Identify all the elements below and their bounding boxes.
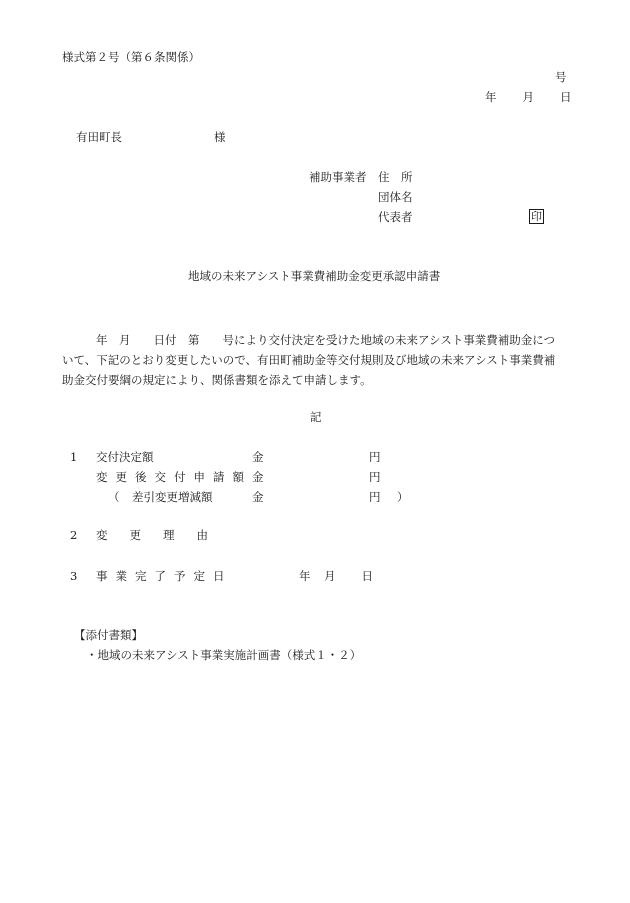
- item2-change-reason-label: 変更理由: [96, 528, 230, 542]
- body-line-2: いて、下記のとおり変更したいので、有田町補助金等交付規則及び地域の未来アシスト事業費補: [62, 353, 556, 367]
- addressee-mayor: 有田町長: [76, 130, 122, 144]
- item1-row3-yen: 円: [369, 490, 381, 504]
- applicant-org-label: 団体名: [378, 190, 413, 204]
- applicant-address-label: 住 所: [378, 170, 413, 184]
- item2-number: 2: [70, 528, 78, 542]
- document-number-suffix: 号: [555, 70, 567, 84]
- body-line-1: 年 月 日付 第 号により交付決定を受けた地域の未来アシスト事業費補助金につ: [96, 333, 555, 347]
- attachments-heading: 【添付書類】: [74, 628, 143, 642]
- item1-difference-label: 差引変更増減額: [132, 490, 213, 504]
- item1-row1-kin: 金: [252, 450, 264, 464]
- seal-mark: [529, 209, 544, 224]
- addressee-honorific: 様: [214, 130, 226, 144]
- body-paragraph: [62, 330, 580, 390]
- item1-row3-close-paren: ）: [397, 490, 409, 504]
- item3-number: 3: [70, 569, 78, 583]
- item3-completion-date: 年 月 日: [299, 569, 374, 583]
- item1-changed-amount-label: 変更後交付申請額: [96, 470, 252, 484]
- applicant-role-label: 補助事業者: [309, 170, 367, 184]
- item3-completion-date-label: 事業完了予定日: [96, 569, 233, 583]
- item1-granted-amount-label: 交付決定額: [96, 450, 154, 464]
- form-number: 様式第２号（第６条関係）: [62, 50, 200, 64]
- document-date: 年 月 日: [485, 90, 573, 104]
- applicant-rep-label: 代表者: [378, 210, 413, 224]
- item1-number: 1: [70, 450, 78, 464]
- item1-row2-yen: 円: [369, 470, 381, 484]
- document-title: 地域の未来アシスト事業費補助金変更承認申請書: [188, 269, 441, 283]
- ki-heading: 記: [310, 410, 322, 424]
- attachment-item: ・地域の未来アシスト事業実施計画書（様式１・２）: [86, 648, 362, 662]
- item1-row1-yen: 円: [369, 450, 381, 464]
- body-line-3: 助金交付要綱の規定により、関係書類を添えて申請します。: [62, 373, 372, 387]
- item1-row3-open-paren: （: [108, 490, 120, 504]
- item1-row3-kin: 金: [252, 490, 264, 504]
- seal-icon: 印: [531, 210, 542, 223]
- item1-row2-kin: 金: [252, 470, 264, 484]
